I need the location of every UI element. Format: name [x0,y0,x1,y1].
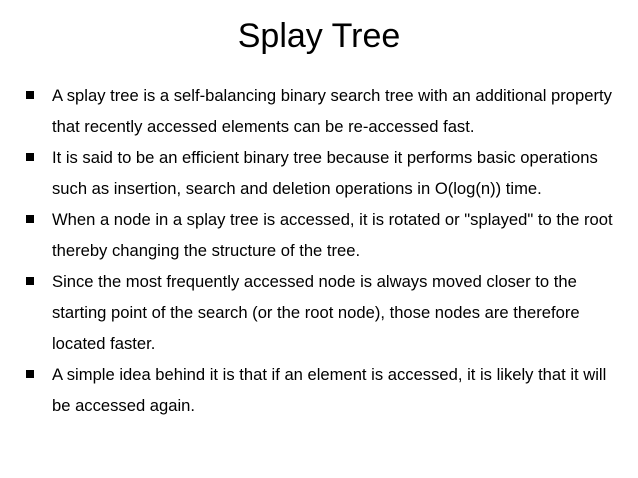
bullet-item [18,142,618,204]
bullet-text: Since the most frequently accessed node is always moved closer to the starting point of the search (or the root node), those nodes are therefore located faster. [52,272,580,353]
square-bullet-icon [26,370,34,378]
square-bullet-icon [26,277,34,285]
bullet-item [18,359,618,421]
bullet-item [18,204,618,266]
bullet-item [18,266,618,359]
bullet-text: It is said to be an efficient binary tree because it performs basic operations such as insertion, search and deletion operations in O(log(n)) time. [52,148,598,198]
bullet-text: A splay tree is a self-balancing binary search tree with an additional property that recently accessed elements can be re-accessed fast. [52,86,612,136]
square-bullet-icon [26,215,34,223]
bullet-list [18,80,618,421]
slide-title: Splay Tree [237,17,401,55]
square-bullet-icon [26,153,34,161]
bullet-text: When a node in a splay tree is accessed, it is rotated or "splayed" to the root thereby changing the structure of the tree. [52,210,613,260]
bullet-item [18,80,618,142]
bullet-text: A simple idea behind it is that if an element is accessed, it is likely that it will be accessed again. [52,365,607,415]
square-bullet-icon [26,91,34,99]
